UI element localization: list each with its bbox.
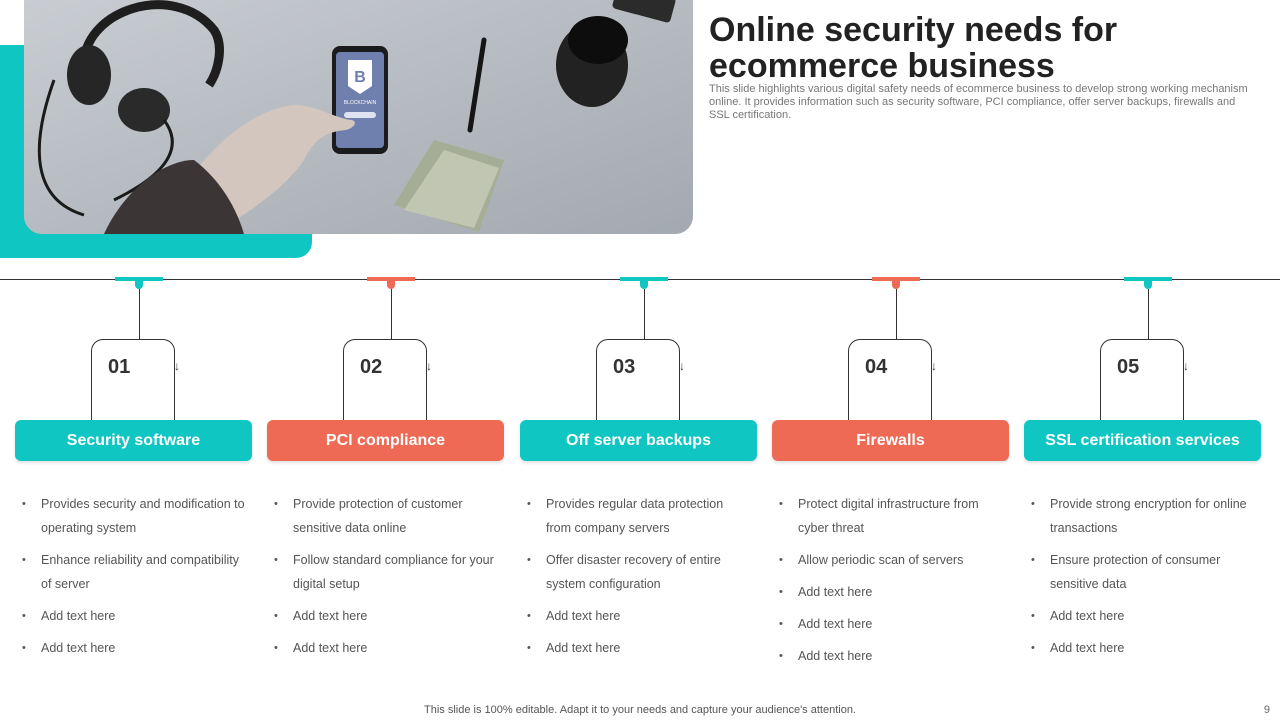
list-item: • Add text here — [21, 636, 246, 660]
page-description: This slide highlights various digital safety needs of ecommerce business to develop strong working mechanism online. It provides information such as security software, PCI compliance, offer server backups, firewalls and SSL certification. — [709, 83, 1248, 121]
footer-note: This slide is 100% editable. Adapt it to your needs and capture your audience's attention. — [424, 704, 856, 716]
list-item: • Provide protection of customer sensitive data online — [273, 492, 498, 540]
list-item: • Add text here — [526, 636, 751, 660]
list-item: • Add text here — [778, 612, 1003, 636]
connector-line — [644, 289, 645, 341]
bullet-list — [273, 492, 498, 668]
list-item: • Offer disaster recovery of entire system configuration — [526, 548, 751, 596]
bullet-list — [526, 492, 751, 668]
list-item: • Add text here — [526, 604, 751, 628]
timeline-marker-dot — [387, 281, 395, 289]
phone-label-text: BLOCKCHAIN — [343, 100, 377, 106]
item-number: 02 — [360, 356, 383, 378]
list-item: • Add text here — [1030, 636, 1255, 660]
bullet-list — [1030, 492, 1255, 668]
security-need-item-5 — [1024, 0, 1261, 720]
connector-line — [139, 289, 140, 341]
page-title: Online security needs for ecommerce business — [709, 11, 1118, 85]
item-number: 05 — [1117, 356, 1140, 378]
item-heading: SSL certification services — [1024, 420, 1261, 461]
security-need-item-2 — [267, 0, 504, 720]
item-heading: Firewalls — [772, 420, 1009, 461]
timeline-marker-dot — [1144, 281, 1152, 289]
list-item: • Add text here — [273, 636, 498, 660]
number-frame — [596, 339, 685, 420]
number-frame — [343, 339, 432, 420]
list-item: • Add text here — [21, 604, 246, 628]
list-item: • Add text here — [778, 580, 1003, 604]
list-item: • Protect digital infrastructure from cyber threat — [778, 492, 1003, 540]
item-number: 03 — [613, 356, 636, 378]
item-heading: PCI compliance — [267, 420, 504, 461]
security-need-item-1 — [15, 0, 252, 720]
list-item: • Provides security and modification to operating system — [21, 492, 246, 540]
list-item: • Follow standard compliance for your digital setup — [273, 548, 498, 596]
list-item: • Ensure protection of consumer sensitive data — [1030, 548, 1255, 596]
arrow-down-icon: ↓ — [1183, 359, 1189, 373]
number-frame — [1100, 339, 1189, 420]
connector-line — [391, 289, 392, 341]
list-item: • Add text here — [778, 644, 1003, 668]
number-frame — [91, 339, 180, 420]
bullet-list — [778, 492, 1003, 676]
arrow-down-icon: ↓ — [426, 359, 432, 373]
item-heading: Off server backups — [520, 420, 757, 461]
list-item: • Enhance reliability and compatibility of server — [21, 548, 246, 596]
item-number: 01 — [108, 356, 131, 378]
connector-line — [896, 289, 897, 341]
svg-text:B: B — [354, 69, 366, 86]
list-item: • Provide strong encryption for online transactions — [1030, 492, 1255, 540]
page-number: 9 — [1263, 704, 1270, 716]
connector-line — [1148, 289, 1149, 341]
number-frame — [848, 339, 937, 420]
item-heading: Security software — [15, 420, 252, 461]
security-need-item-4 — [772, 0, 1009, 720]
list-item: • Provides regular data protection from company servers — [526, 492, 751, 540]
list-item: • Allow periodic scan of servers — [778, 548, 1003, 572]
bullet-list — [21, 492, 246, 668]
arrow-down-icon: ↓ — [174, 359, 180, 373]
arrow-down-icon: ↓ — [679, 359, 685, 373]
timeline-marker-dot — [640, 281, 648, 289]
timeline-marker-dot — [135, 281, 143, 289]
security-need-item-3 — [520, 0, 757, 720]
arrow-down-icon: ↓ — [931, 359, 937, 373]
list-item: • Add text here — [273, 604, 498, 628]
item-number: 04 — [865, 356, 888, 378]
timeline-marker-dot — [892, 281, 900, 289]
list-item: • Add text here — [1030, 604, 1255, 628]
